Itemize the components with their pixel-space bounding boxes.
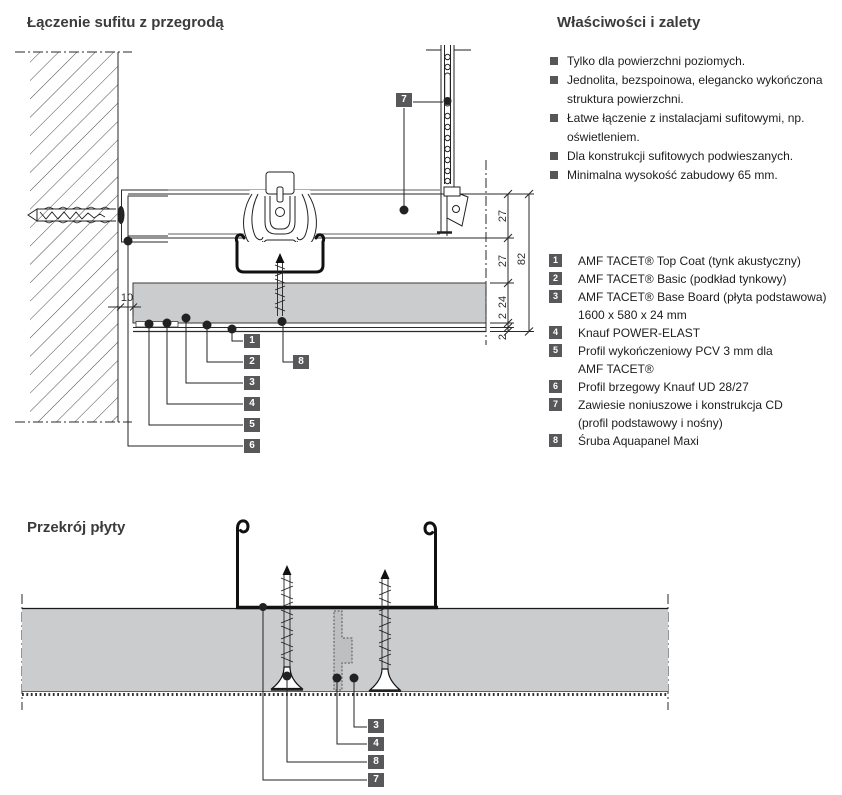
legend-list: [549, 252, 839, 450]
bullet-square-icon: [550, 57, 558, 65]
wall-section: [15, 52, 132, 422]
list-item: Dla konstrukcji sufitowych podwieszanych.: [550, 147, 835, 166]
list-item: Łatwe łączenie z instalacjami sufitowymi, np. oświetleniem.: [550, 109, 835, 147]
title-top-diagram: Łączenie sufitu z przegrodą: [27, 14, 224, 31]
legend-item: 4 Knauf POWER-ELAST: [549, 324, 839, 342]
cd-profile-webs: [238, 521, 436, 607]
bullet-square-icon: [550, 76, 558, 84]
legend-item: 2 AMF TACET® Basic (podkład tynkowy): [549, 270, 839, 288]
legend-item: 7 Zawiesie noniuszowe i konstrukcja CD (profil podstawowy i nośny): [549, 396, 839, 432]
callout-6: 6: [244, 439, 260, 453]
legend-item: 5 Profil wykończeniowy PCV 3 mm dla AMF TACET®: [549, 342, 839, 378]
legend-number-badge: 1: [549, 254, 562, 267]
callout-4: 4: [244, 397, 260, 411]
bullet-square-icon: [550, 171, 558, 179]
legend-number-badge: 4: [549, 326, 562, 339]
bullet-square-icon: [550, 152, 558, 160]
legend-number-badge: 6: [549, 380, 562, 393]
list-item: Tylko dla powierzchni poziomych.: [550, 52, 835, 71]
title-bottom-diagram: Przekrój płyty: [27, 519, 126, 536]
legend-number-badge: 7: [549, 398, 562, 411]
dim-2-lower: 2: [497, 333, 509, 341]
legend-number-badge: 2: [549, 272, 562, 285]
title-properties: Właściwości i zalety: [557, 14, 701, 31]
legend-item: 3 AMF TACET® Base Board (płyta podstawowa) 1600 x 580 x 24 mm: [549, 288, 839, 324]
callout-7: 7: [396, 93, 412, 107]
dim-82-total: 82: [516, 252, 528, 266]
legend-item: 6 Profil brzegowy Knauf UD 28/27: [549, 378, 839, 396]
callout-leaders-top: [124, 102, 444, 446]
list-item: Minimalna wysokość zabudowy 65 mm.: [550, 166, 835, 185]
callout-8: 8: [293, 355, 309, 369]
cd-basic-profile: [128, 190, 533, 238]
callout-bottom-8: 8: [368, 755, 384, 769]
legend-number-badge: 5: [549, 344, 562, 357]
legend-item: 8 Śruba Aquapanel Maxi: [549, 432, 839, 450]
dim-10-gap: 10: [120, 292, 134, 304]
callout-5: 5: [244, 418, 260, 432]
callout-3: 3: [244, 376, 260, 390]
callout-1: 1: [244, 334, 260, 348]
properties-list: [550, 52, 835, 185]
dim-27-upper: 27: [497, 209, 509, 223]
callout-bottom-3: 3: [368, 719, 384, 733]
list-item: Jednolita, bezspoinowa, elegancko wykończona struktura powierzchni.: [550, 71, 835, 109]
callout-bottom-7: 7: [368, 773, 384, 787]
dim-24: 24: [497, 295, 509, 309]
legend-item: 1 AMF TACET® Top Coat (tynk akustyczny): [549, 252, 839, 270]
bullet-square-icon: [550, 114, 558, 122]
dim-2-upper: 2: [497, 312, 509, 320]
legend-number-badge: 8: [549, 434, 562, 447]
dim-27-lower: 27: [497, 254, 509, 268]
legend-number-badge: 3: [549, 290, 562, 303]
callout-bottom-4: 4: [368, 737, 384, 751]
callout-2: 2: [244, 355, 260, 369]
nonius-hanger: [426, 45, 471, 236]
ud-edge-profile: [122, 190, 169, 242]
cross-connector: [242, 172, 318, 247]
